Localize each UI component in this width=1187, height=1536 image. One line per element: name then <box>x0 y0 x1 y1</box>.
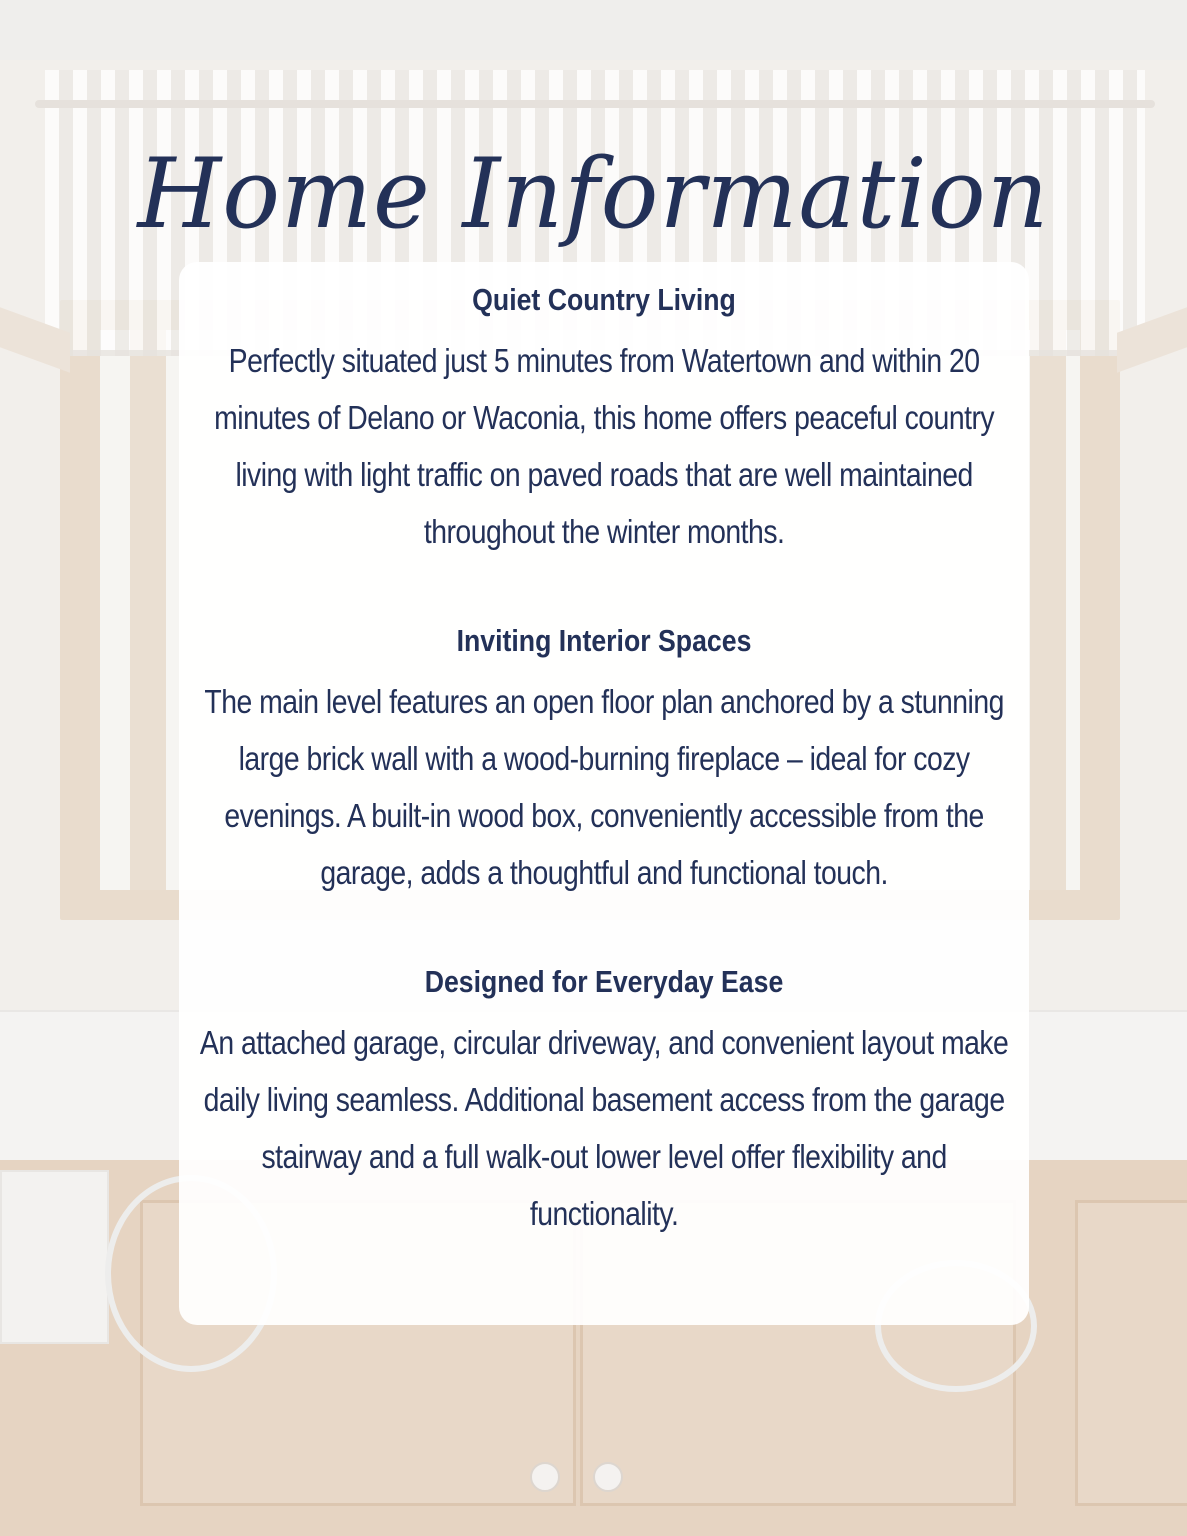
dishwasher <box>0 1170 109 1344</box>
section-quiet-country-living <box>197 276 1011 560</box>
info-card <box>179 262 1029 1325</box>
page-title: Home Information <box>137 138 1050 251</box>
curtain-rod <box>35 100 1155 108</box>
section-heading: Quiet Country Living <box>472 282 736 317</box>
cabinet-knob <box>593 1462 623 1492</box>
section-body: Perfectly situated just 5 minutes from Watertown and within 20 minutes of Delano or Waconia, this home offers peaceful country living with light traffic on paved roads that are well maintained throughout the winter months. <box>214 342 994 550</box>
window-mullion <box>1030 330 1066 890</box>
section-heading: Inviting Interior Spaces <box>456 623 752 658</box>
section-body: An attached garage, circular driveway, and convenient layout make daily living seamless. Additional basement access from the garage stairway and a full walk-out lower level offer flexibility and functionality. <box>199 1024 1009 1232</box>
section-body: The main level features an open floor plan anchored by a stunning large brick wall with a wood-burning fireplace – ideal for cozy evenings. A built-in wood box, conveniently accessible from the garage, adds a thoughtful and functional touch. <box>204 683 1004 891</box>
section-inviting-interior-spaces <box>197 617 1011 901</box>
section-heading: Designed for Everyday Ease <box>424 964 784 999</box>
section-designed-for-everyday-ease <box>197 958 1011 1242</box>
cabinet-door <box>1075 1200 1187 1506</box>
cabinet-knob <box>530 1462 560 1492</box>
window-mullion <box>130 330 166 890</box>
